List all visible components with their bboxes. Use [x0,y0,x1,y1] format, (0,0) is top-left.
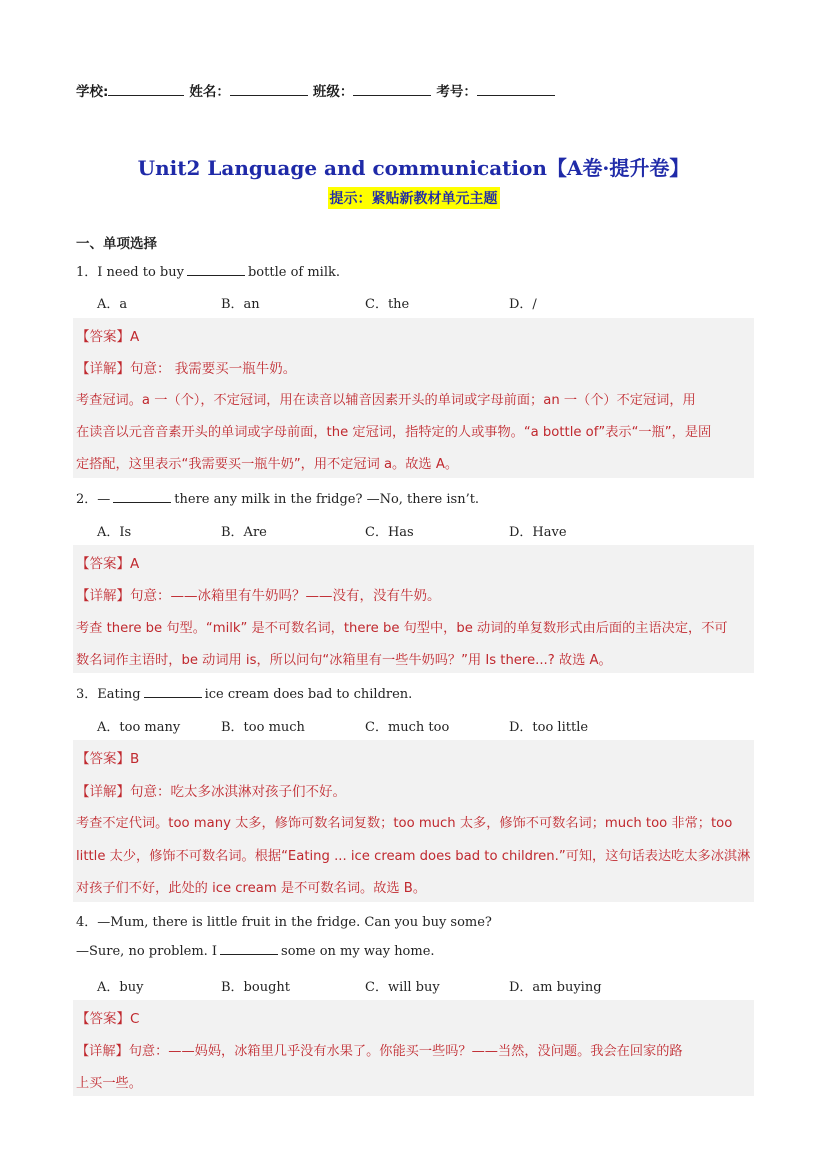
option-d: D．too little [509,720,589,735]
explanation-3-line-3: 对孩子们不好，此处的 ice cream 是不可数名词。故选 B。 [76,881,427,896]
answer-blank [144,686,202,698]
option-c: C．will buy [365,980,440,995]
option-a: A．a [97,297,128,312]
explanation-1-line-2: 在读音以元音音素开头的单词或字母前面，the 定冠词，指特定的人或事物。“a bottle of”表示“一瓶”，是固 [76,425,712,440]
explanation-2-line-2: 数名词作主语时，be 动词用 is，所以问句“冰箱里有一些牛奶吗？”用 Is there...? 故选 A。 [76,653,612,668]
option-d: D．Have [509,525,567,540]
option-b: B．bought [221,980,290,995]
explanation-3-line-1: 考查不定代词。too many 太多，修饰可数名词复数；too much 太多，修饰不可数名词；much too 非常；too [76,816,733,831]
option-a: A．Is [97,525,132,540]
detail-4-line-2: 上买一些。 [76,1076,142,1091]
answer-4: 【答案】C [76,1011,140,1027]
question-1-stem: 1．I need to buy bottle of milk. [76,265,340,280]
option-b: B．too much [221,720,305,735]
answer-blank [187,264,245,276]
name-blank [230,83,308,96]
question-3-stem: 3．Eating ice cream does bad to children. [76,687,413,702]
detail-4-line-1: 【详解】句意：——妈妈，冰箱里几乎没有水果了。你能买一些吗？——当然，没问题。我会在回家的路 [76,1044,683,1059]
option-b: B．an [221,297,260,312]
class-label: 班级： [312,84,354,100]
tip-text: 提示：紧贴新教材单元主题 [328,187,500,209]
option-b: B．Are [221,525,267,540]
name-label: 姓名： [189,84,230,100]
option-d: D．/ [509,297,537,312]
answer-3: 【答案】B [76,751,140,767]
option-a: A．buy [97,980,144,995]
option-d: D．am buying [509,980,602,995]
answer-blank [113,491,171,503]
answer-1: 【答案】A [76,329,140,345]
section-title: 一、单项选择 [76,236,157,252]
student-info-line [76,80,560,100]
detail-3: 【详解】句意：吃太多冰淇淋对孩子们不好。 [76,784,346,800]
page-title: Unit2 Language and communication【A卷·提升卷】 [137,156,690,180]
option-c: C．Has [365,525,414,540]
exam-number-blank [477,83,555,96]
explanation-2-line-1: 考查 there be 句型。“milk” 是不可数名词，there be 句型中，be 动词的单复数形式由后面的主语决定，不可 [76,621,728,636]
question-4-stem-line-1: 4．—Mum, there is little fruit in the fridge. Can you buy some? [76,915,492,930]
detail-2: 【详解】句意：——冰箱里有牛奶吗？——没有，没有牛奶。 [76,588,441,604]
school-blank [108,83,184,96]
tip-banner [0,187,827,209]
explanation-3-line-2: little 太少，修饰不可数名词。根据“Eating ... ice cream does bad to children.”可知，这句话表达吃太多冰淇淋 [76,849,751,864]
answer-2: 【答案】A [76,556,140,572]
school-label: 学校: [76,84,109,100]
option-c: C．the [365,297,410,312]
option-a: A．too many [97,720,181,735]
detail-1: 【详解】句意： 我需要买一瓶牛奶。 [76,361,297,377]
explanation-1-line-1: 考查冠词。a 一（个），不定冠词，用在读音以辅音因素开头的单词或字母前面；an 一（个）不定冠词，用 [76,393,696,408]
class-blank [353,83,431,96]
question-4-stem-line-2: —Sure, no problem. I some on my way home. [76,944,435,959]
answer-blank [220,943,278,955]
option-c: C．much too [365,720,450,735]
exam-number-label: 考号： [436,84,477,100]
explanation-1-line-3: 定搭配，这里表示“我需要买一瓶牛奶”，用不定冠词 a。故选 A。 [76,457,459,472]
question-2-stem: 2．— there any milk in the fridge? —No, there isn’t. [76,492,480,507]
